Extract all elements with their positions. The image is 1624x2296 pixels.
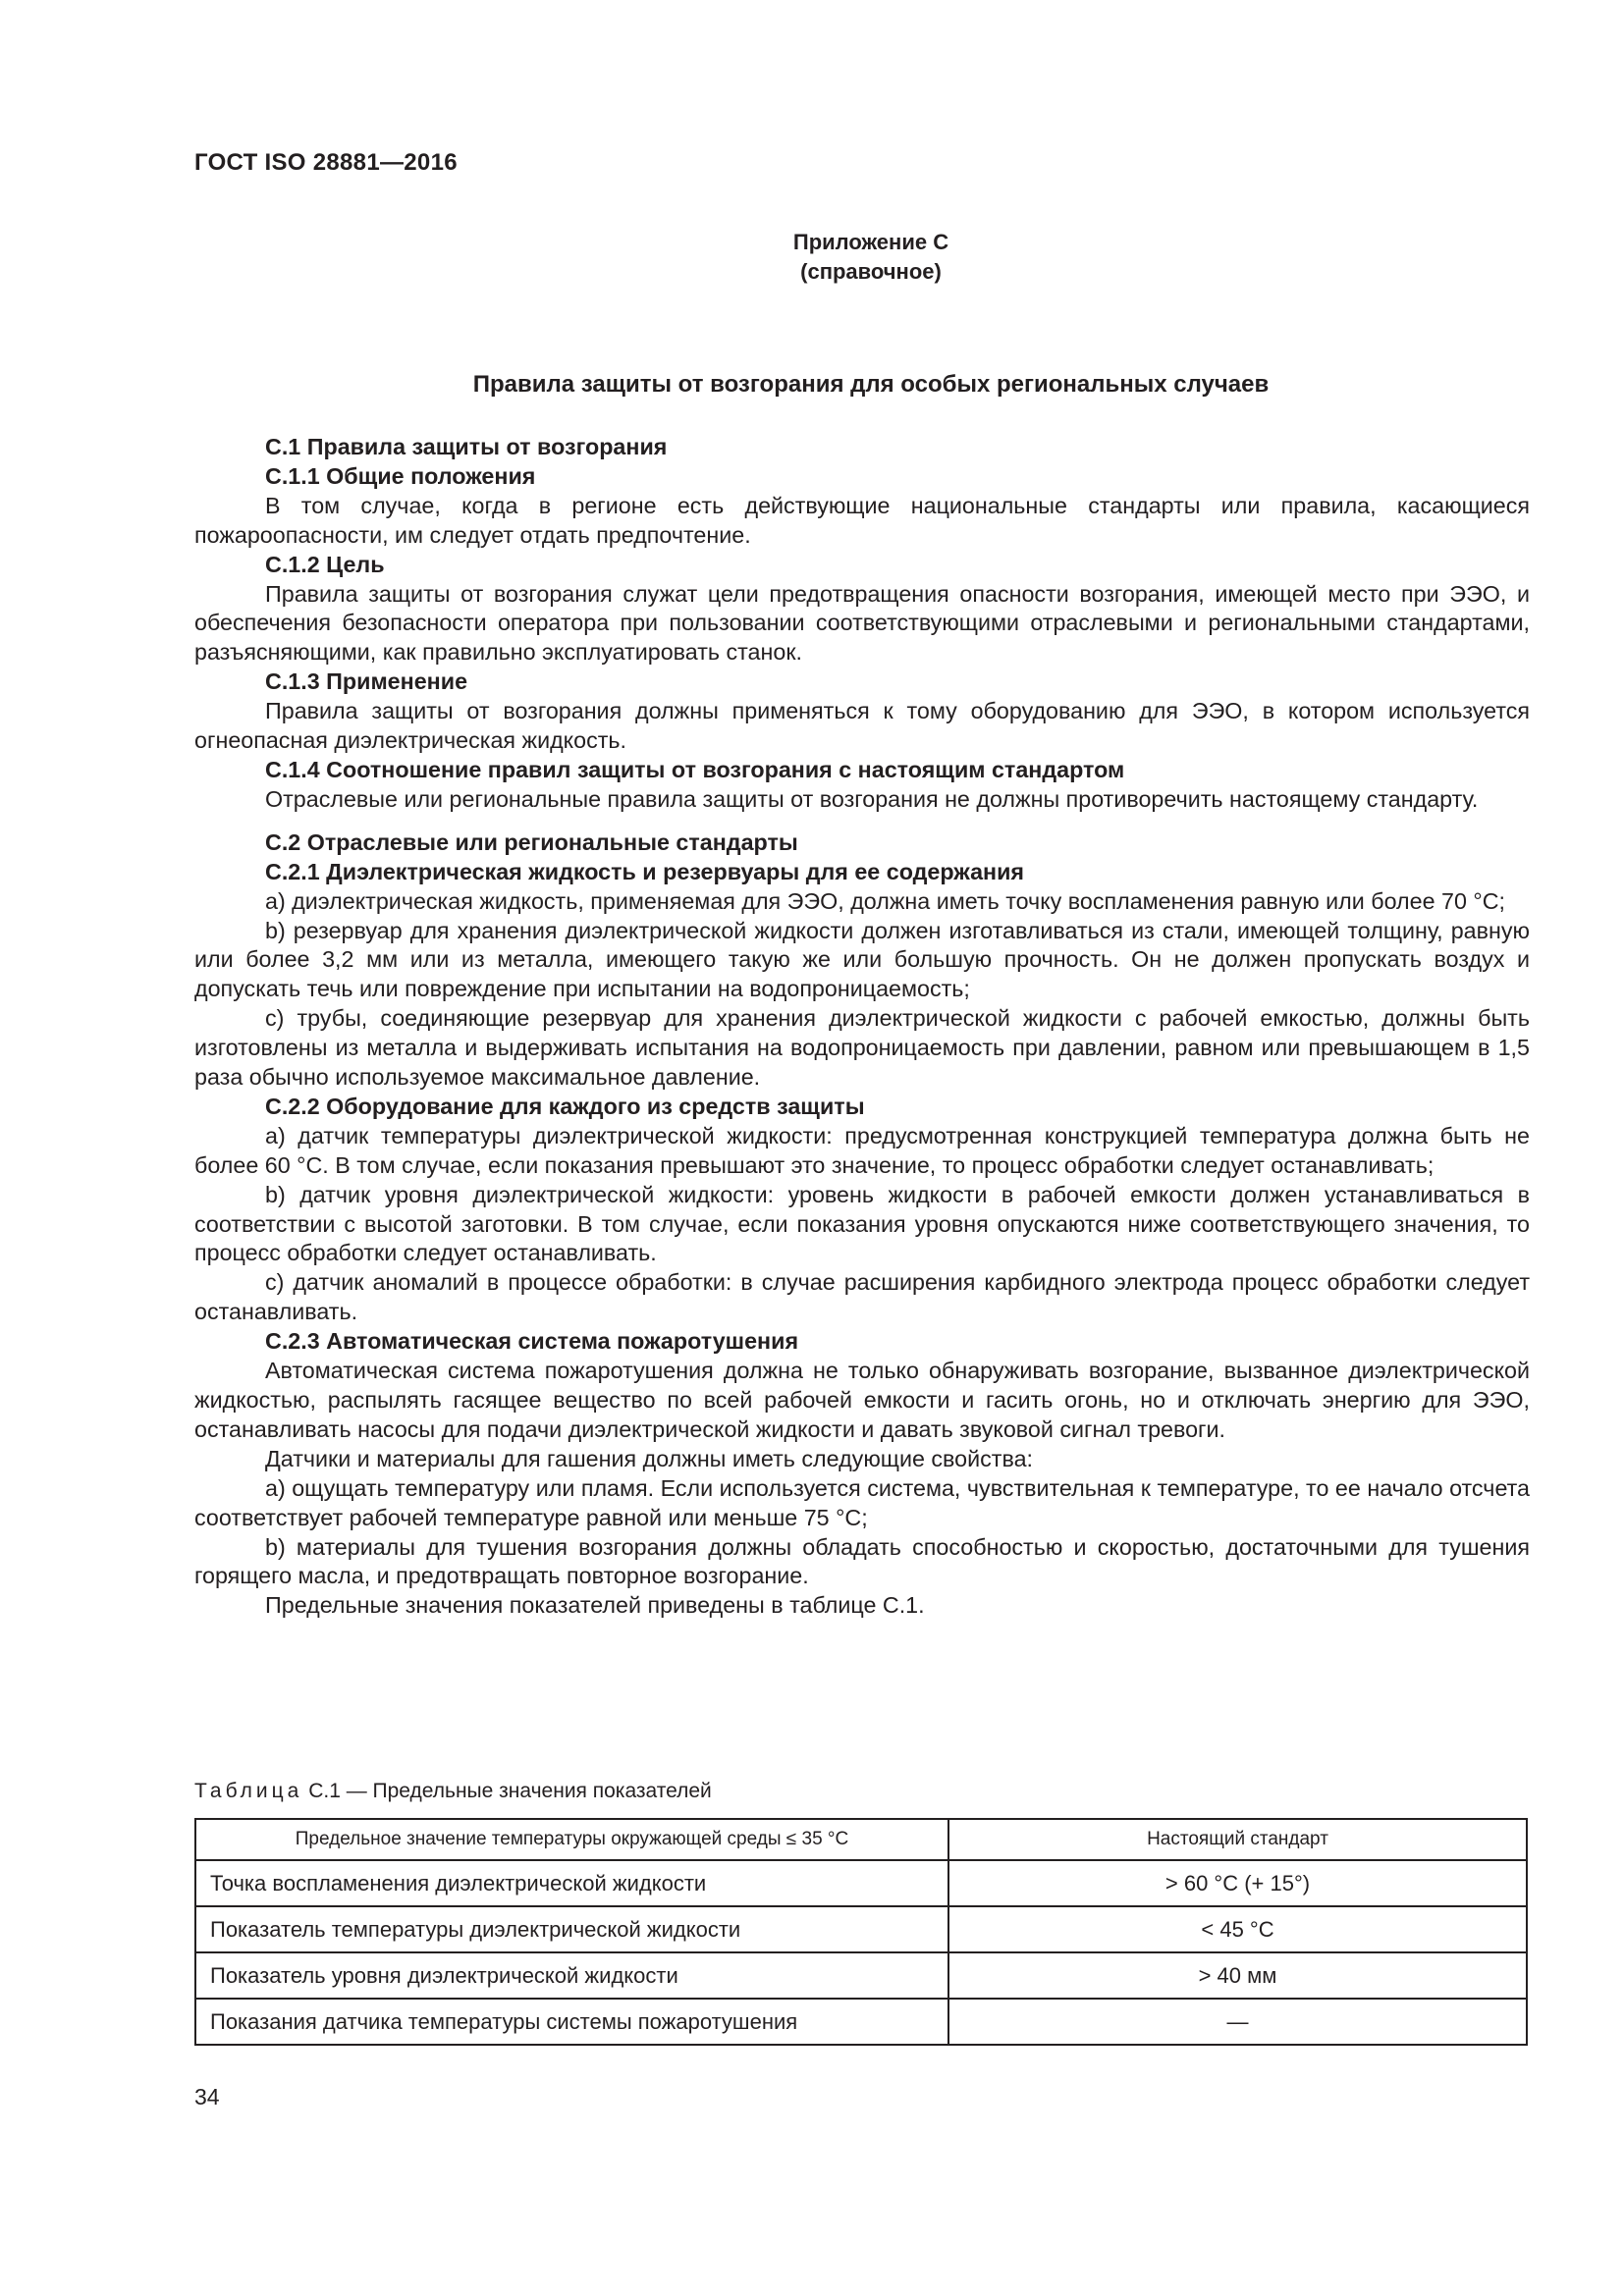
section-heading: С.1.2 Цель [265,551,385,577]
table-row [195,1906,1527,1952]
table-row [195,1860,1527,1906]
section-heading: С.1.4 Соотношение правил защиты от возгорания с настоящим стандартом [265,756,1125,782]
table-cell-parameter: Показания датчика температуры системы пожаротушения [195,1999,948,2045]
table-caption-label: Таблица [194,1780,303,1802]
body-paragraph: Предельные значения показателей приведены в таблице С.1. [265,1592,925,1619]
body-paragraph: a) ощущать температуру или пламя. Если используется система, чувствительная к температуре, то ее начало отсчета соответствует рабочей температуре равной или меньше 75 °С; [194,1474,1530,1530]
section-heading: С.2.1 Диэлектрическая жидкость и резервуары для ее содержания [265,858,1025,884]
table-cell-value: > 40 мм [948,1952,1527,1999]
table-cell-value: — [948,1999,1527,2045]
annex-heading [0,228,1624,287]
limits-table [194,1818,1528,2046]
body-paragraph: b) материалы для тушения возгорания должны обладать способностью и скоростью, достаточными для тушения горящего масла, и предотвращать повторное возгорание. [194,1533,1530,1589]
table-cell-parameter: Показатель уровня диэлектрической жидкости [195,1952,948,1999]
document-body [194,433,1530,1621]
body-paragraph: c) датчик аномалий в процессе обработки: в случае расширения карбидного электрода процесс обработки следует останавливать. [194,1269,1530,1325]
table-header-cell: Настоящий стандарт [948,1819,1527,1860]
table-header-cell: Предельное значение температуры окружающей среды ≤ 35 °С [195,1819,948,1860]
table-caption-text: С.1 — Предельные значения показателей [308,1780,712,1802]
section-heading: С.2.2 Оборудование для каждого из средств защиты [265,1093,865,1119]
body-paragraph: b) датчик уровня диэлектрической жидкости: уровень жидкости в рабочей емкости должен устанавливаться в соответствии с высотой заготовки. В том случае, если показания уровня опускаются ниже соответствующего значения, то процесс обработки следует останавливать. [194,1181,1530,1266]
body-paragraph: Правила защиты от возгорания служат цели предотвращения опасности возгорания, имеющей место при ЭЭО, и обеспечения безопасности оператора при пользовании соответствующими отраслевыми и региональными стандартами, разъясняющими, как правильно эксплуатировать станок. [194,580,1530,666]
body-paragraph: Отраслевые или региональные правила защиты от возгорания не должны противоречить настоящему стандарту. [265,785,1479,812]
annex-kind: (справочное) [800,259,942,284]
page-number: 34 [194,2084,220,2109]
table-row [195,1999,1527,2045]
table-cell-value: < 45 °С [948,1906,1527,1952]
body-paragraph: Автоматическая система пожаротушения должна не только обнаруживать возгорание, вызванное диэлектрической жидкостью, распылять гасящее вещество по всей рабочей емкости и гасить огонь, но и отключать энергию для ЭЭО, останавливать насосы для подачи диэлектрической жидкости и давать звуковой сигнал тревоги. [194,1358,1530,1442]
section-heading: С.1.3 Применение [265,668,468,695]
body-paragraph: a) диэлектрическая жидкость, применяемая для ЭЭО, должна иметь точку воспламенения равную или более 70 °С; [265,887,1506,914]
table-row [195,1952,1527,1999]
body-paragraph: Датчики и материалы для гашения должны иметь следующие свойства: [265,1445,1034,1471]
body-paragraph: Правила защиты от возгорания должны применяться к тому оборудованию для ЭЭО, в котором используется огнеопасная диэлектрическая жидкость. [194,698,1530,754]
table-cell-value: > 60 °С (+ 15°) [948,1860,1527,1906]
body-paragraph: b) резервуар для хранения диэлектрической жидкости должен изготавливаться из стали, имеющей толщину, равную или более 3,2 мм или из металла, имеющего такую же или большую прочность. Он не должен пропускать воздух и допускать течь или повреждение при испытании на водопроницаемость; [194,917,1530,1002]
table-header-row [195,1819,1527,1860]
section-heading: С.2 Отраслевые или региональные стандарты [265,828,798,855]
annex-main-title: Правила защиты от возгорания для особых региональных случаев [472,371,1270,398]
body-paragraph: c) трубы, соединяющие резервуар для хранения диэлектрической жидкости с рабочей емкостью, должны быть изготовлены из металла и выдерживать испытания на водопроницаемость при давлении, равном или превышающем в 1,5 раза обычно используемое максимальное давление. [194,1005,1530,1091]
table-cell-parameter: Показатель температуры диэлектрической жидкости [195,1906,948,1952]
section-heading: С.1 Правила защиты от возгорания [265,434,668,459]
body-paragraph: a) датчик температуры диэлектрической жидкости: предусмотренная конструкцией температура должна быть не более 60 °С. В том случае, если показания превышают это значение, то процесс обработки следует останавливать; [194,1122,1530,1178]
table-caption [194,1780,712,1803]
section-heading: С.2.3 Автоматическая система пожаротушения [265,1328,799,1355]
document-code: ГОСТ ISO 28881—2016 [194,149,458,176]
body-paragraph: В том случае, когда в регионе есть действующие национальные стандарты или правила, касающиеся пожароопасности, им следует отдать предпочтение. [194,492,1530,548]
section-heading: С.1.1 Общие положения [265,462,536,489]
table-cell-parameter: Точка воспламенения диэлектрической жидкости [195,1860,948,1906]
annex-title: Приложение С [792,230,949,254]
